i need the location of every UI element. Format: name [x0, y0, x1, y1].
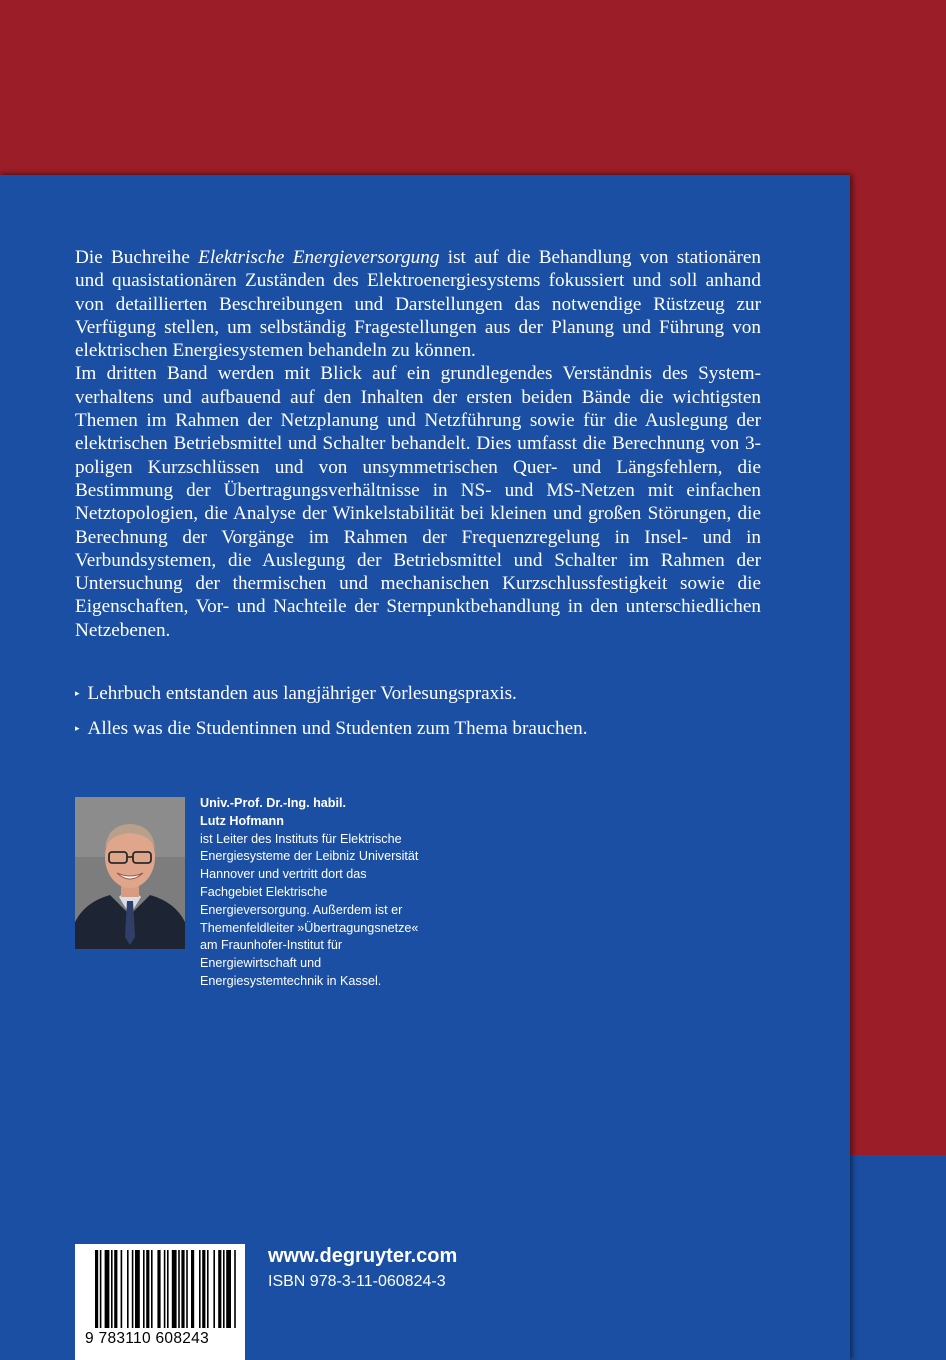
description-text: ist auf die Behandlung von stationären und quasistationären Zuständen des Elektroenergiesystems fokussiert und soll anhand von detaillierten Beschreibungen und Darstellungen das notwendige Rüstzeug zur Verfügung stellen, um selbständig Fragestellungen aus der Planung und Führung von elektrischen Energiesystemen behandeln zu können.: [75, 247, 761, 362]
author-portrait-illustration: [75, 797, 185, 949]
barcode-bar: [199, 1250, 201, 1328]
list-item-text: Lehrbuch entstanden aus langjähriger Vorlesungspraxis.: [87, 683, 517, 704]
barcode-bar: [178, 1250, 180, 1328]
description-text: Die Buchreihe: [75, 247, 199, 268]
barcode-bar: [172, 1250, 177, 1328]
series-title: Elektrische Energieversorgung: [198, 247, 440, 268]
barcode-bar: [207, 1250, 209, 1328]
barcode-bar: [121, 1250, 123, 1328]
list-item-text: Alles was die Studentinnen und Studenten zum Thema brauchen.: [87, 718, 588, 739]
blue-side-strip: [850, 1155, 946, 1360]
barcode-bar: [146, 1250, 149, 1328]
barcode-bar: [105, 1250, 110, 1328]
triangle-bullet-icon: ▸: [75, 724, 80, 734]
barcode-digits: 9 783110 608243: [85, 1330, 210, 1347]
publisher-info: [268, 1243, 457, 1293]
isbn-barcode: [75, 1244, 245, 1360]
list-item: [75, 682, 775, 706]
triangle-bullet-icon: ▸: [75, 689, 80, 699]
red-side-band: [850, 175, 946, 1155]
author-description: ist Leiter des Instituts für Elektrische Energiesysteme der Leibniz Universität Hannover und vertritt dort das Fachgebiet Elektrische Energieversorgung. Außerdem ist er Themenfeldleiter »Übertragungsnetze« am Fraunhofer-Institut für Energiewirtschaft und Energiesystemtechnik in Kassel.: [200, 831, 419, 988]
author-name: Lutz Hofmann: [200, 813, 284, 828]
barcode-bar: [143, 1250, 145, 1328]
barcode-bar: [111, 1250, 113, 1328]
author-bio: [200, 795, 430, 991]
barcode-bar: [191, 1250, 194, 1328]
book-description: [75, 246, 761, 642]
isbn-number: ISBN 978-3-11-060824-3: [268, 1273, 446, 1290]
barcode-bar: [95, 1250, 98, 1328]
barcode-bar: [218, 1250, 221, 1328]
barcode-bar: [114, 1250, 117, 1328]
description-paragraph-1: [75, 246, 761, 362]
barcode-bar: [223, 1250, 225, 1328]
publisher-url[interactable]: www.degruyter.com: [268, 1245, 458, 1267]
author-photo: [75, 797, 185, 949]
barcode-bar: [181, 1250, 184, 1328]
list-item: [75, 717, 775, 741]
author-degree: Univ.-Prof. Dr.-Ing. habil.: [200, 796, 346, 810]
barcode-bar: [127, 1250, 129, 1328]
barcode-bar: [132, 1250, 134, 1328]
barcode-bar: [234, 1250, 236, 1328]
barcode-bar: [100, 1250, 102, 1328]
barcode-bar: [202, 1250, 205, 1328]
barcode-bar: [213, 1250, 215, 1328]
feature-list: [75, 682, 775, 752]
barcode-bar: [157, 1250, 160, 1328]
barcode-bar: [186, 1250, 188, 1328]
barcode-bar: [226, 1250, 231, 1328]
barcode-bar: [164, 1250, 166, 1328]
description-paragraph-2: Im dritten Band werden mit Blick auf ein grundlegendes Verständnis des Systemverhaltens und aufbauend auf den Inhalten der ersten beiden Bände die wichtigsten Themen im Rahmen der Netzplanung und Netzführung sowie für die Auslegung der elektrischen Betriebsmittel und Schalter behandelt. Dies umfasst die Berechnung von 3-poligen Kurzschlüssen und von unsymmetrischen Quer- und Längsfehlern, die Bestimmung der Übertragungsverhältnisse in NS- und MS-Netzen mit einfachen Netztopologien, die Analyse der Winkelstabilität bei kleinen und großen Störungen, die Berechnung der Vorgänge im Rahmen der Frequenzregelung in Insel- und in Verbundsystemen, die Auslegung der Betriebsmittel und Schalter im Rahmen der Untersuchung der thermischen und mechanischen Kurzschlussfestigkeit sowie die Eigenschaften, Vor- und Nachteile der Sternpunktbehandlung in den unterschiedlichen Netzebenen.: [75, 363, 761, 641]
barcode-bar: [135, 1250, 140, 1328]
barcode-bars-icon: [75, 1244, 245, 1334]
red-header-band: [0, 0, 946, 175]
barcode-bar: [151, 1250, 153, 1328]
barcode-bar: [167, 1250, 169, 1328]
